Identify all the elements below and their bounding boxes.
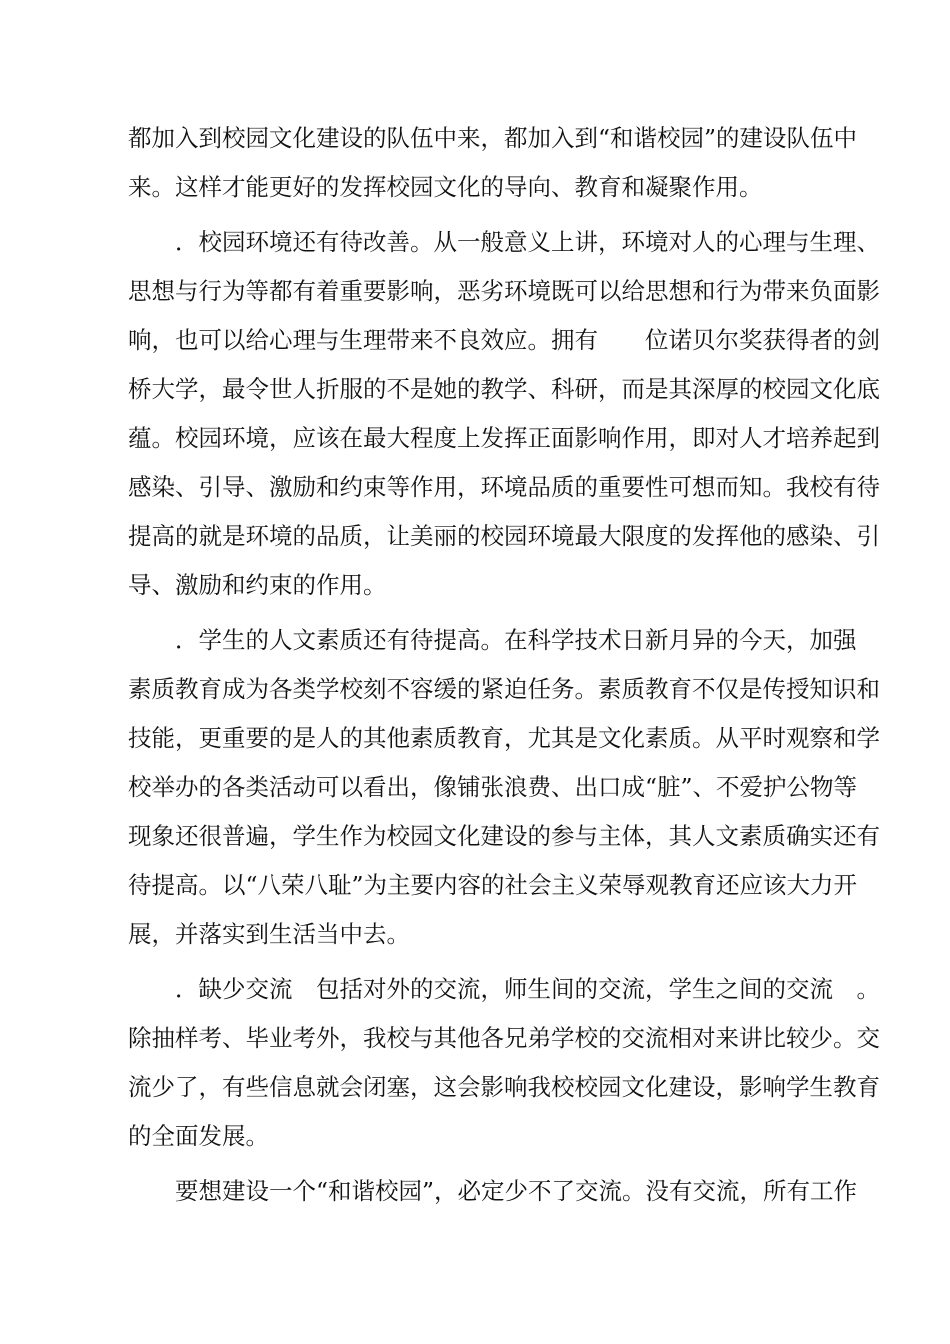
text-line: 待提高。以“八荣八耻”为主要内容的社会主义荣辱观教育还应该大力开 <box>128 871 858 899</box>
text-line: 感染、引导、激励和约束等作用，环境品质的重要性可想而知。我校有待 <box>128 473 880 501</box>
text-line: 都加入到校园文化建设的队伍中来，都加入到“和谐校园”的建设队伍中 <box>128 124 858 152</box>
text-line: 素质教育成为各类学校刻不容缓的紧迫任务。素质教育不仅是传授知识和 <box>128 675 880 703</box>
text-line: 响，也可以给心理与生理带来不良效应。拥有 位诺贝尔奖获得者的剑 <box>128 326 880 354</box>
text-line: 展，并落实到生活当中去。 <box>128 920 410 948</box>
paragraph <box>128 616 880 959</box>
text-line: 桥大学，最令世人折服的不是她的教学、科研，而是其深厚的校园文化底 <box>128 375 880 403</box>
text-line: 思想与行为等都有着重要影响，恶劣环境既可以给思想和行为带来负面影 <box>128 277 880 305</box>
paragraph <box>128 965 880 1161</box>
text-line: 除抽样考、毕业考外，我校与其他各兄弟学校的交流相对来讲比较少。交 <box>128 1024 880 1052</box>
paragraph <box>128 1167 858 1216</box>
text-line: ．校园环境还有待改善。从一般意义上讲，环境对人的心理与生理、 <box>175 228 880 256</box>
paragraph <box>128 114 858 212</box>
text-line: 蕴。校园环境，应该在最大程度上发挥正面影响作用，即对人才培养起到 <box>128 424 880 452</box>
document-body <box>128 114 880 1216</box>
text-line: 的全面发展。 <box>128 1122 269 1150</box>
text-line: ．学生的人文素质还有待提高。在科学技术日新月异的今天，加强 <box>175 626 857 654</box>
text-line: 现象还很普遍，学生作为校园文化建设的参与主体，其人文素质确实还有 <box>128 822 880 850</box>
paragraph <box>128 218 880 610</box>
text-line: 技能，更重要的是人的其他素质教育，尤其是文化素质。从平时观察和学 <box>128 724 880 752</box>
text-line: 校举办的各类活动可以看出，像铺张浪费、出口成“脏”、不爱护公物等 <box>128 773 858 801</box>
text-line: 来。这样才能更好的发挥校园文化的导向、教育和凝聚作用。 <box>128 173 763 201</box>
text-line: 提高的就是环境的品质，让美丽的校园环境最大限度的发挥他的感染、引 <box>128 522 880 550</box>
text-line: 流少了，有些信息就会闭塞，这会影响我校校园文化建设，影响学生教育 <box>128 1073 880 1101</box>
text-line: ．缺少交流 包括对外的交流，师生间的交流，学生之间的交流 。 <box>175 975 880 1003</box>
text-line: 要想建设一个“和谐校园”，必定少不了交流。没有交流，所有工作 <box>175 1177 858 1205</box>
text-line: 导、激励和约束的作用。 <box>128 571 387 599</box>
